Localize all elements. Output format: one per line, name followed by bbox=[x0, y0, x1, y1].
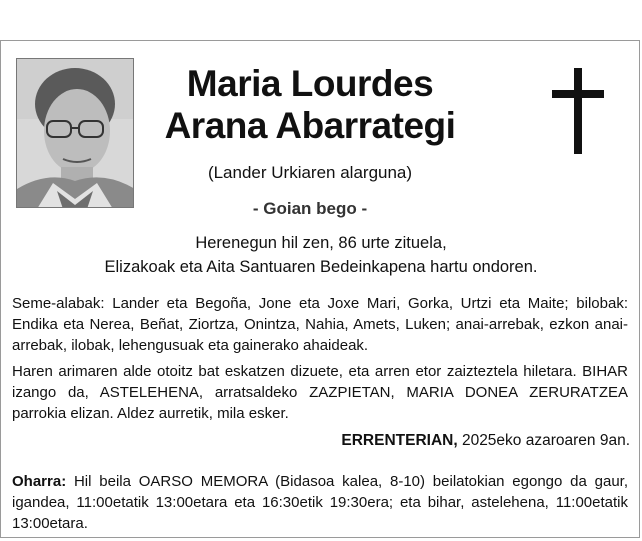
note-paragraph bbox=[12, 471, 628, 534]
dateline-place: ERRENTERIAN, bbox=[341, 432, 458, 449]
rip-line: - Goian bego - bbox=[252, 199, 368, 218]
funeral-paragraph: Haren arimaren alde otoitz bat eskatzen dizuete, eta arren etor zaizteztela hiletara. BIHAR izango da, ASTELEHENA, arratsaldeko ZAZPIETAN, MARIA DONEA ZERURATZEA parrokia elizan. Aldez aurretik, mila esker. bbox=[12, 363, 628, 422]
note-text: Hil beila OARSO MEMORA (Bidasoa kalea, 8-10) beilatokian egongo da gaur, igandea, 11:00etatik 13:00etara eta 16:30etik 19:30era; eta bihar, astelehena, 11:00etatik 13:00etara. bbox=[12, 473, 628, 532]
relation-line: (Lander Urkiaren alarguna) bbox=[207, 163, 413, 182]
portrait-photo bbox=[16, 58, 134, 208]
dateline bbox=[341, 430, 630, 451]
deceased-name-line1: Maria Lourdes bbox=[186, 63, 434, 104]
dateline-date: 2025eko azaroaren 9an. bbox=[457, 432, 630, 449]
announcement-line1: Herenegun hil zen, 86 urte zituela, bbox=[195, 234, 447, 252]
deceased-name-line2: Arana Abarrategi bbox=[164, 105, 456, 146]
announcement-line2: Elizakoak eta Aita Santuaren Bedeinkapena hartu ondoren. bbox=[104, 258, 538, 276]
family-paragraph: Seme-alabak: Lander eta Begoña, Jone eta Joxe Mari, Gorka, Urtzi eta Maite; bilobak: Endika eta Nerea, Beñat, Ziortza, Onintza, Nahia, Amets, Luken; anai-arrebak, ezkon anai-arrebak, ilobak, lehengusuak eta gainerako ahaideak. bbox=[12, 295, 628, 354]
latin-cross-icon bbox=[552, 68, 604, 154]
note-label: Oharra: bbox=[12, 473, 67, 490]
